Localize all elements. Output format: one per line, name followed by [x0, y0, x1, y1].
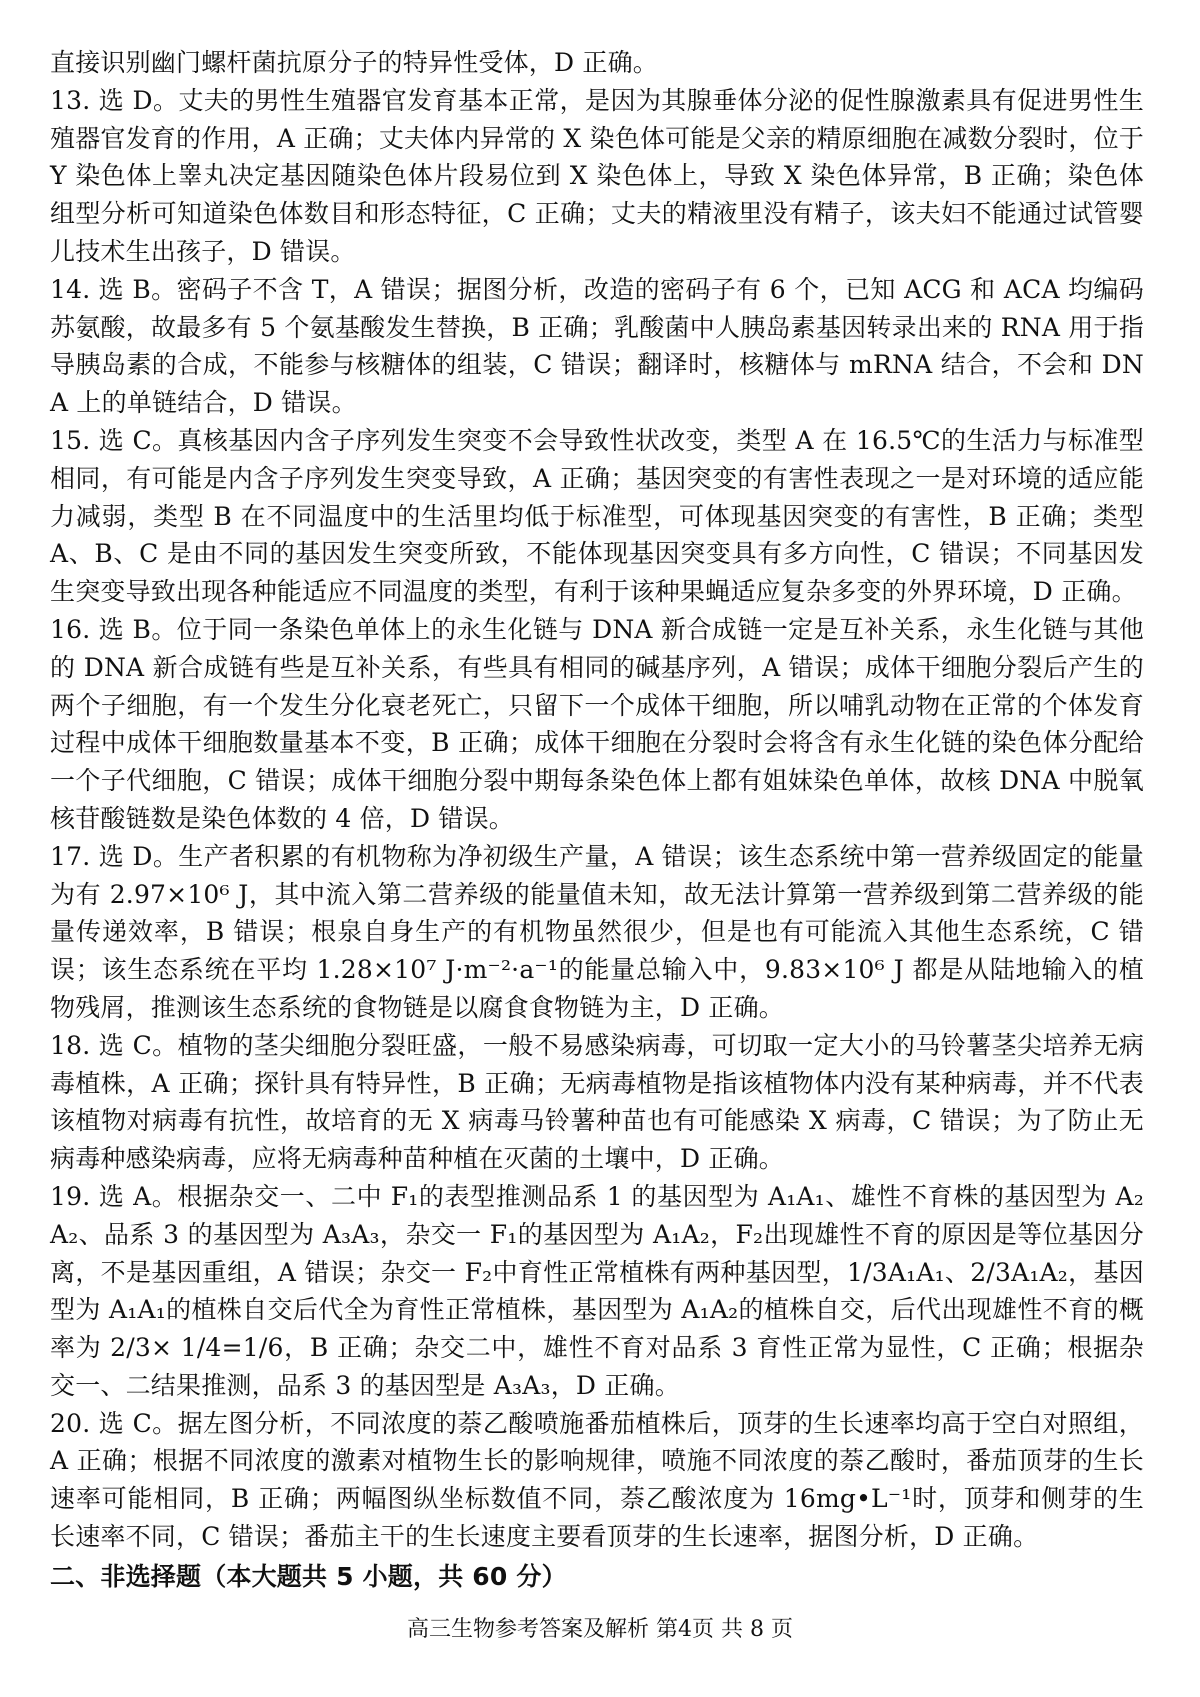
answer-paragraph-17: 17. 选 D。生产者积累的有机物称为净初级生产量，A 错误；该生态系统中第一营养级固定的能量为有 2.97×10⁶ J，其中流入第二营养级的能量值未知，故无法计算第一营养级到第二营养级的能量传递效率，B 错误；根泉自身生产的有机物虽然很少，但是也有可能流入其他生态系统，C 错误；该生态系统在平均 1.28×10⁷ J·m⁻²·a⁻¹的能量总输入中，9.83×10⁶ J 都是从陆地输入的植物残屑，推测该生态系统的食物链是以腐食食物链为主，D 正确。 [50, 841, 1144, 1022]
answer-paragraph-16: 16. 选 B。位于同一条染色单体上的永生化链与 DNA 新合成链一定是互补关系，永生化链与其他的 DNA 新合成链有些是互补关系，有些具有相同的碱基序列，A 错误；成体干细胞分裂后产生的两个子细胞，有一个发生分化衰老死亡，只留下一个成体干细胞，所以哺乳动物在正常的个体发育过程中成体干细胞数量基本不变，B 正确；成体干细胞在分裂时会将含有永生化链的染色体分配给一个子代细胞，C 错误；成体干细胞分裂中期每条染色体上都有姐妹染色单体，故核 DNA 中脱氧核苷酸链数是染色体数的 4 倍，D 错误。 [50, 614, 1144, 833]
answer-paragraph-14: 14. 选 B。密码子不含 T，A 错误；据图分析，改造的密码子有 6 个，已知 ACG 和 ACA 均编码苏氨酸，故最多有 5 个氨基酸发生替换，B 正确；乳酸菌中人胰岛素基因转录出来的 RNA 用于指导胰岛素的合成，不能参与核糖体的组装，C 错误；翻译时，核糖体与 mRNA 结合，不会和 DNA 上的单链结合，D 错误。 [50, 274, 1144, 418]
section-heading: 二、非选择题（本大题共 5 小题，共 60 分） [50, 1561, 567, 1591]
answer-paragraph-20: 20. 选 C。据左图分析，不同浓度的萘乙酸喷施番茄植株后，顶芽的生长速率均高于空白对照组，A 正确；根据不同浓度的激素对植物生长的影响规律，喷施不同浓度的萘乙酸时，番茄顶芽的生长速率可能相同，B 正确；两幅图纵坐标数值不同，萘乙酸浓度为 16mg•L⁻¹时，顶芽和侧芽的生长速率不同，C 错误；番茄主干的生长速度主要看顶芽的生长速率，据图分析，D 正确。 [50, 1408, 1144, 1552]
answer-paragraph-13: 13. 选 D。丈夫的男性生殖器官发育基本正常，是因为其腺垂体分泌的促性腺激素具有促进男性生殖器官发育的作用，A 正确；丈夫体内异常的 X 染色体可能是父亲的精原细胞在减数分裂时，位于 Y 染色体上睾丸决定基因随染色体片段易位到 X 染色体上，导致 X 染色体异常，B 正确；染色体组型分析可知道染色体数目和形态特征，C 正确；丈夫的精液里没有精子，该夫妇不能通过试管婴儿技术生出孩子，D 错误。 [50, 85, 1144, 266]
page-footer: 高三生物参考答案及解析 第4页 共 8 页 [407, 1617, 793, 1642]
answer-content [50, 44, 1144, 1596]
answer-paragraph-19: 19. 选 A。根据杂交一、二中 F₁的表型推测品系 1 的基因型为 A₁A₁、雄性不育株的基因型为 A₂A₂、品系 3 的基因型为 A₃A₃，杂交一 F₁的基因型为 A₁A₂，F₂出现雄性不育的原因是等位基因分离，不是基因重组，A 错误；杂交一 F₂中育性正常植株有两种基因型，1/3A₁A₁、2/3A₁A₂，基因型为 A₁A₁的植株自交后代全为育性正常植株，基因型为 A₁A₂的植株自交，后代出现雄性不育的概率为 2/3× 1/4=1/6，B 正确；杂交二中，雄性不育对品系 3 育性正常为显性，C 正确；根据杂交一、二结果推测，品系 3 的基因型是 A₃A₃，D 正确。 [50, 1181, 1144, 1400]
answer-paragraph-12-end: 直接识别幽门螺杆菌抗原分子的特异性受体，D 正确。 [50, 48, 658, 77]
answer-paragraph-18: 18. 选 C。植物的茎尖细胞分裂旺盛，一般不易感染病毒，可切取一定大小的马铃薯茎尖培养无病毒植株，A 正确；探针具有特异性，B 正确；无病毒植物是指该植物体内没有某种病毒，并不代表该植物对病毒有抗性，故培育的无 X 病毒马铃薯种苗也有可能感染 X 病毒，C 错误；为了防止无病毒种感染病毒，应将无病毒种苗种植在灭菌的土壤中，D 正确。 [50, 1030, 1144, 1174]
answer-paragraph-15: 15. 选 C。真核基因内含子序列发生突变不会导致性状改变，类型 A 在 16.5℃的生活力与标准型相同，有可能是内含子序列发生突变导致，A 正确；基因突变的有害性表现之一是对环境的适应能力减弱，类型 B 在不同温度中的生活里均低于标准型，可体现基因突变的有害性，B 正确；类型 A、B、C 是由不同的基因发生突变所致，不能体现基因突变具有多方向性，C 错误；不同基因发生突变导致出现各种能适应不同温度的类型，有利于该种果蝇适应复杂多变的外界环境，D 正确。 [50, 425, 1144, 607]
